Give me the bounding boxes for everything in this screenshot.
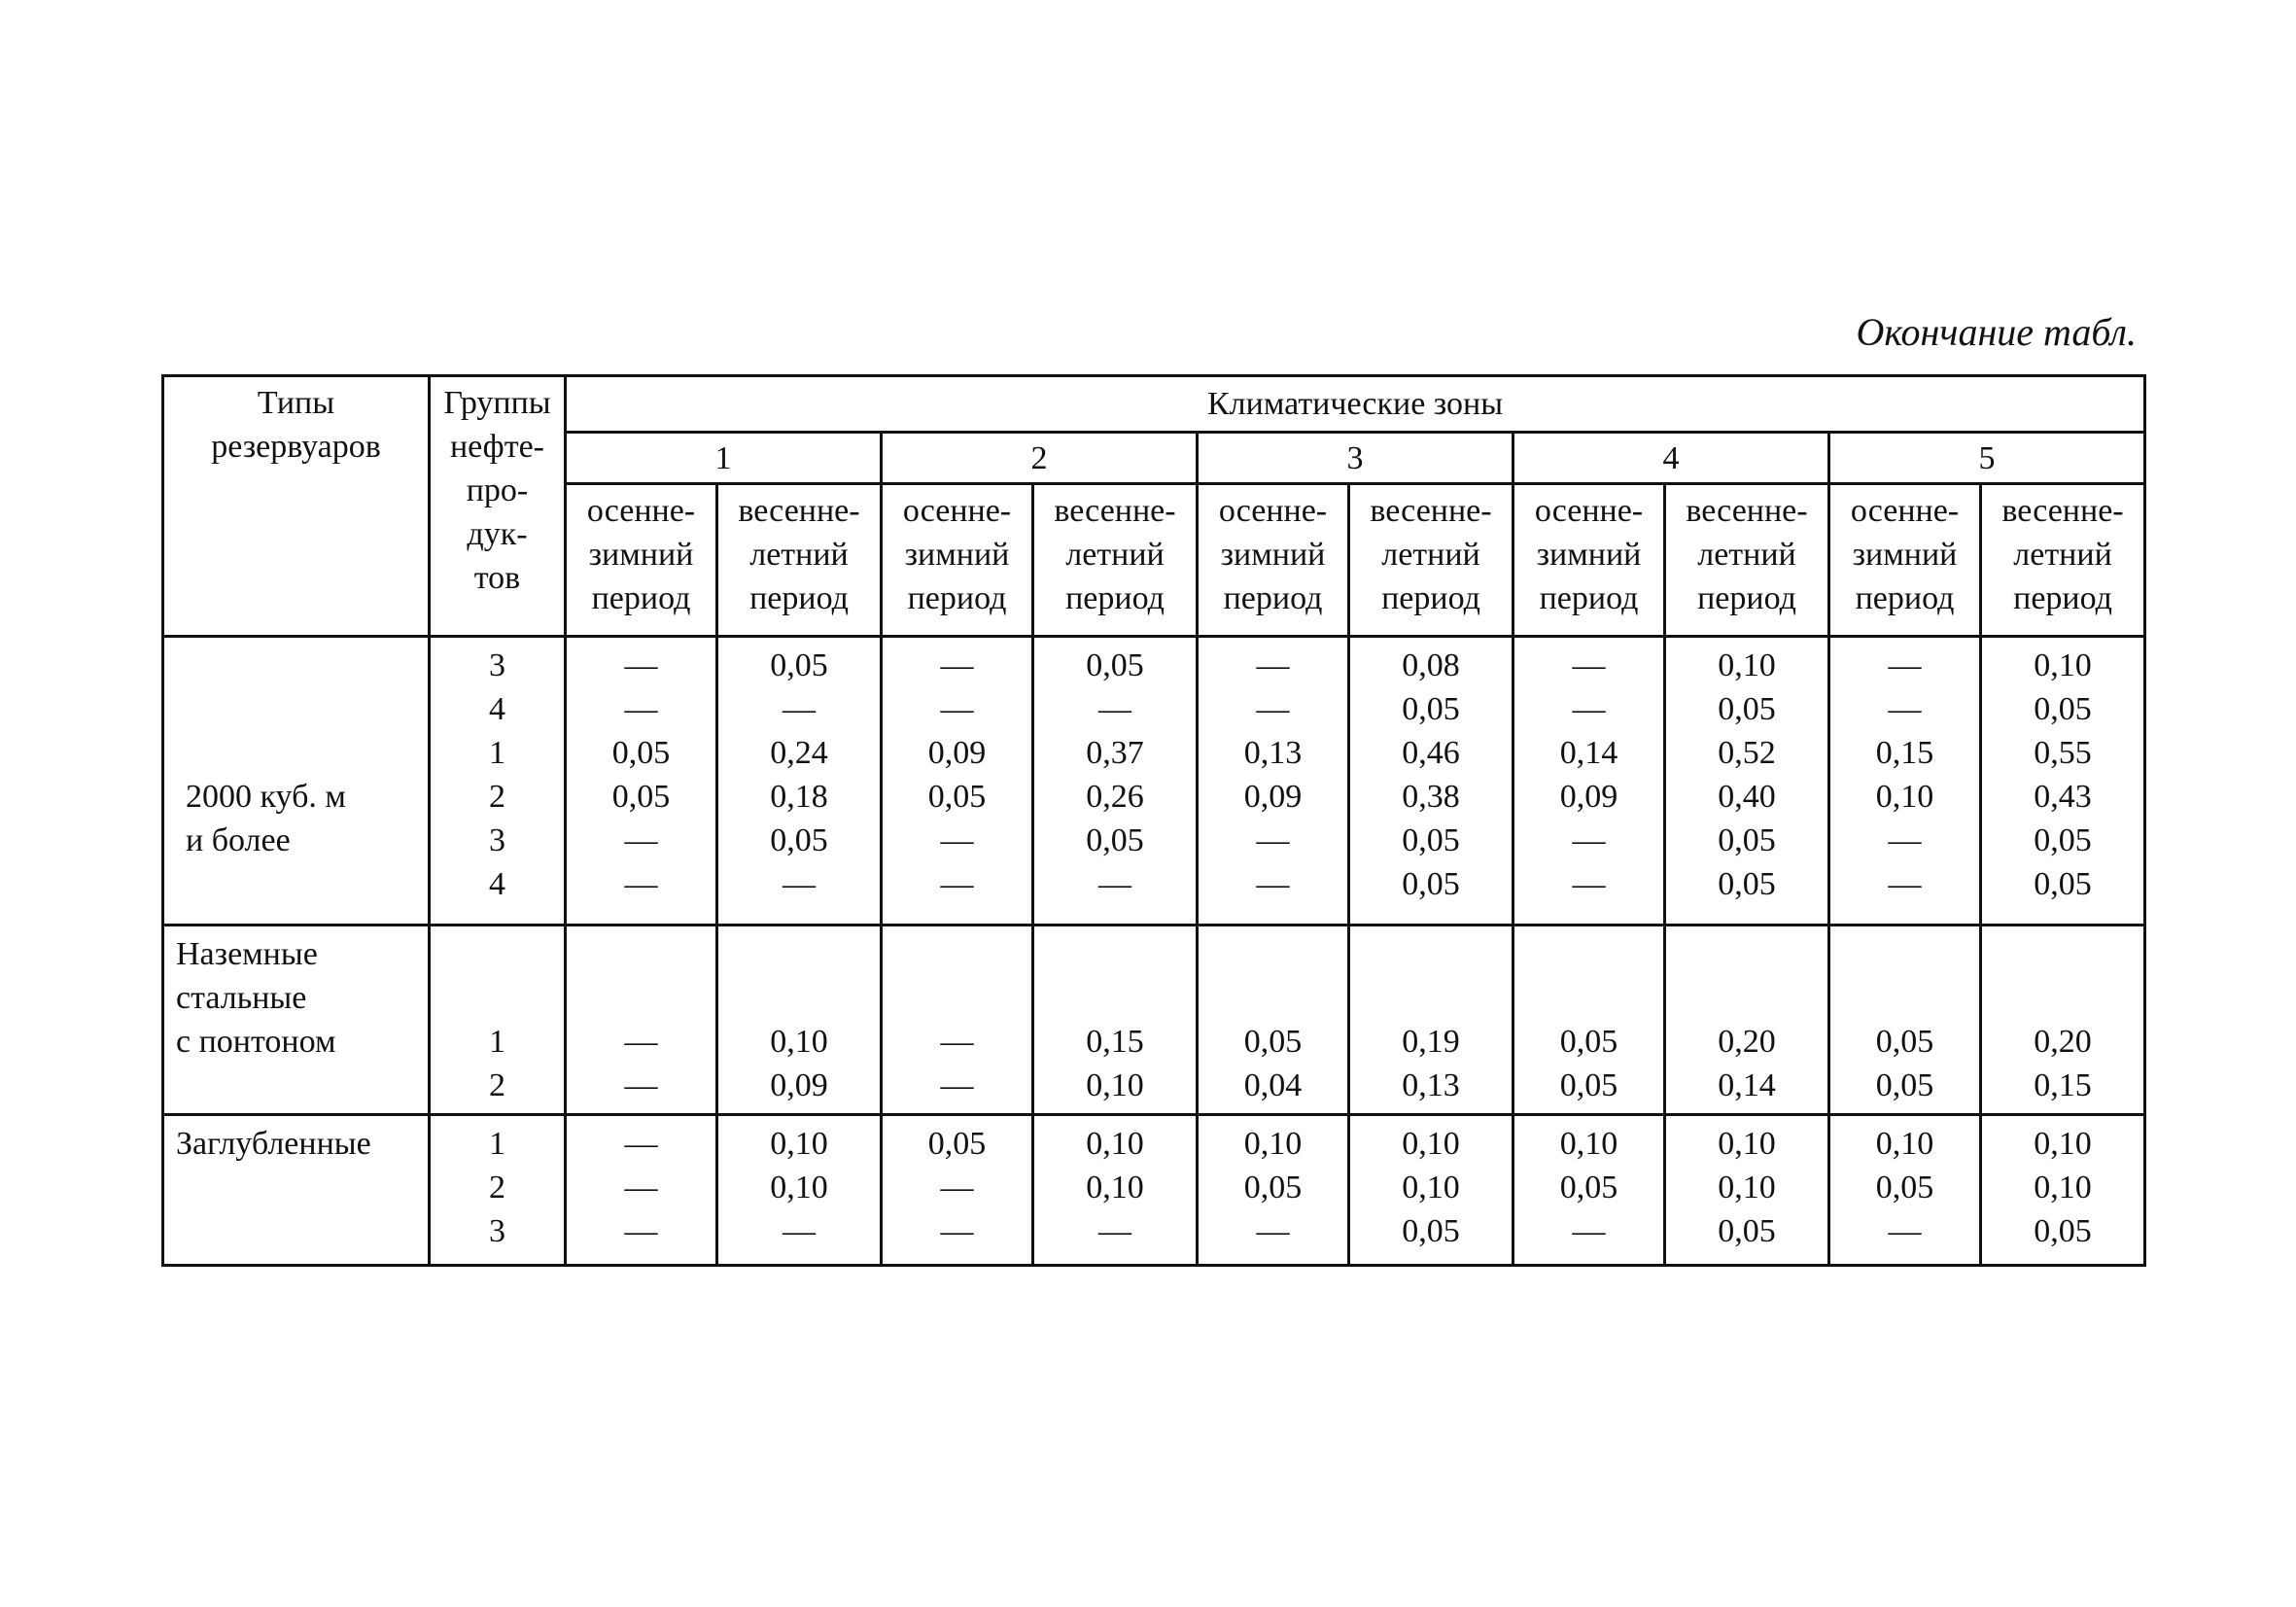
value-column: — —: [624, 1024, 658, 1103]
groups-cell: [430, 926, 566, 1115]
value-column: 0,05 — —: [927, 1126, 987, 1249]
header-groups-cell: [430, 376, 566, 637]
value-cell: [1981, 637, 2145, 926]
value-cell: [1349, 926, 1513, 1115]
header-period-spring-summer: [1033, 484, 1198, 637]
header-groups-label: Группы нефте- про- дук- тов: [443, 385, 551, 596]
period-label: осенне- зимний период: [586, 493, 696, 616]
value-column: — — 0,05 0,05 — —: [611, 647, 671, 902]
value-column: — — 0,13 0,09 — —: [1243, 647, 1303, 902]
value-cell: [566, 1115, 717, 1266]
groups-values: 1 2: [489, 1024, 505, 1103]
header-zone-2: 2: [882, 433, 1198, 484]
header-types-label: Типы резервуаров: [211, 385, 381, 465]
value-column: 0,10 0,10 —: [1086, 1126, 1144, 1249]
value-column: 0,05 — 0,24 0,18 0,05 —: [770, 647, 828, 902]
tank-type-cell: [163, 637, 430, 926]
value-cell: [1513, 926, 1665, 1115]
value-column: — — 0,14 0,09 — —: [1559, 647, 1618, 902]
period-label: осенне- зимний период: [902, 493, 1012, 616]
value-cell: [1033, 637, 1198, 926]
evaporation-coefficients-table: [161, 374, 2146, 1267]
value-column: 0,10 0,05 —: [1875, 1126, 1934, 1249]
value-column: 0,08 0,05 0,46 0,38 0,05 0,05: [1402, 647, 1460, 902]
value-column: — — 0,15 0,10 — —: [1875, 647, 1934, 902]
value-column: 0,20 0,15: [2034, 1024, 2092, 1103]
value-cell: [566, 637, 717, 926]
header-period-autumn-winter: [882, 484, 1033, 637]
header-zone-5: 5: [1829, 433, 2145, 484]
groups-cell: [430, 637, 566, 926]
header-period-spring-summer: [1349, 484, 1513, 637]
tank-type-label: Наземные стальные с понтоном: [176, 936, 336, 1060]
value-cell: [1349, 637, 1513, 926]
value-cell: [1198, 637, 1349, 926]
header-period-autumn-winter: [1198, 484, 1349, 637]
value-column: 0,05 0,05: [1559, 1024, 1618, 1103]
tank-type-cell: [163, 1115, 430, 1266]
header-period-autumn-winter: [1513, 484, 1665, 637]
value-column: 0,10 0,05 —: [1559, 1126, 1618, 1249]
value-cell: [1513, 637, 1665, 926]
value-cell: [1033, 1115, 1198, 1266]
header-row-title: [163, 376, 2145, 433]
groups-cell: [430, 1115, 566, 1266]
value-cell: [1198, 1115, 1349, 1266]
value-column: 0,05 — 0,37 0,26 0,05 —: [1086, 647, 1144, 902]
header-types-cell: [163, 376, 430, 637]
value-cell: [717, 926, 882, 1115]
value-cell: [1033, 926, 1198, 1115]
value-cell: [1198, 926, 1349, 1115]
period-label: весенне- летний период: [2001, 493, 2124, 616]
groups-values: 3 4 1 2 3 4: [489, 647, 505, 902]
header-zone-1: 1: [566, 433, 882, 484]
header-period-spring-summer: [1981, 484, 2145, 637]
table-row: [163, 637, 2145, 926]
value-cell: [1665, 926, 1829, 1115]
value-cell: [1981, 926, 2145, 1115]
period-label: весенне- летний период: [1370, 493, 1492, 616]
value-column: 0,10 0,10 0,05: [2034, 1126, 2092, 1249]
value-column: 0,05 0,05: [1875, 1024, 1934, 1103]
period-label: осенне- зимний период: [1218, 493, 1328, 616]
period-label: осенне- зимний период: [1534, 493, 1644, 616]
header-climatic-zones: Климатические зоны: [566, 376, 2145, 433]
header-zone-3: 3: [1198, 433, 1513, 484]
value-cell: [1829, 1115, 1981, 1266]
period-label: осенне- зимний период: [1850, 493, 1960, 616]
tank-type-label: Заглубленные: [176, 1126, 371, 1162]
value-column: 0,10 0,09: [770, 1024, 828, 1103]
value-cell: [882, 637, 1033, 926]
value-column: 0,10 0,10 0,05: [1402, 1126, 1460, 1249]
value-cell: [1981, 1115, 2145, 1266]
value-cell: [566, 926, 717, 1115]
value-column: — — —: [624, 1126, 658, 1249]
value-cell: [1829, 637, 1981, 926]
value-column: 0,20 0,14: [1718, 1024, 1776, 1103]
value-cell: [1829, 926, 1981, 1115]
groups-values: 1 2 3: [489, 1126, 505, 1249]
value-column: 0,15 0,10: [1086, 1024, 1144, 1103]
header-period-autumn-winter: [1829, 484, 1981, 637]
table-row: [163, 926, 2145, 1115]
value-column: 0,10 0,05 0,55 0,43 0,05 0,05: [2034, 647, 2092, 902]
value-column: 0,05 0,04: [1243, 1024, 1303, 1103]
period-label: весенне- летний период: [1686, 493, 1808, 616]
value-cell: [1665, 637, 1829, 926]
value-cell: [1665, 1115, 1829, 1266]
value-column: 0,10 0,05 —: [1243, 1126, 1303, 1249]
tank-type-label: 2000 куб. м и более: [186, 779, 346, 858]
period-label: весенне- летний период: [1054, 493, 1176, 616]
value-cell: [882, 1115, 1033, 1266]
value-column: — — 0,09 0,05 — —: [927, 647, 987, 902]
value-cell: [882, 926, 1033, 1115]
value-column: 0,19 0,13: [1402, 1024, 1460, 1103]
value-column: 0,10 0,05 0,52 0,40 0,05 0,05: [1718, 647, 1776, 902]
header-period-autumn-winter: [566, 484, 717, 637]
table-continuation-caption: Окончание табл.: [1856, 310, 2137, 354]
value-cell: [1349, 1115, 1513, 1266]
header-period-spring-summer: [717, 484, 882, 637]
value-cell: [717, 637, 882, 926]
header-period-spring-summer: [1665, 484, 1829, 637]
value-column: — —: [940, 1024, 974, 1103]
header-zone-4: 4: [1513, 433, 1829, 484]
tank-type-cell: [163, 926, 430, 1115]
table-row: [163, 1115, 2145, 1266]
value-cell: [1513, 1115, 1665, 1266]
value-cell: [717, 1115, 882, 1266]
value-column: 0,10 0,10 0,05: [1718, 1126, 1776, 1249]
value-column: 0,10 0,10 —: [770, 1126, 828, 1249]
period-label: весенне- летний период: [738, 493, 860, 616]
